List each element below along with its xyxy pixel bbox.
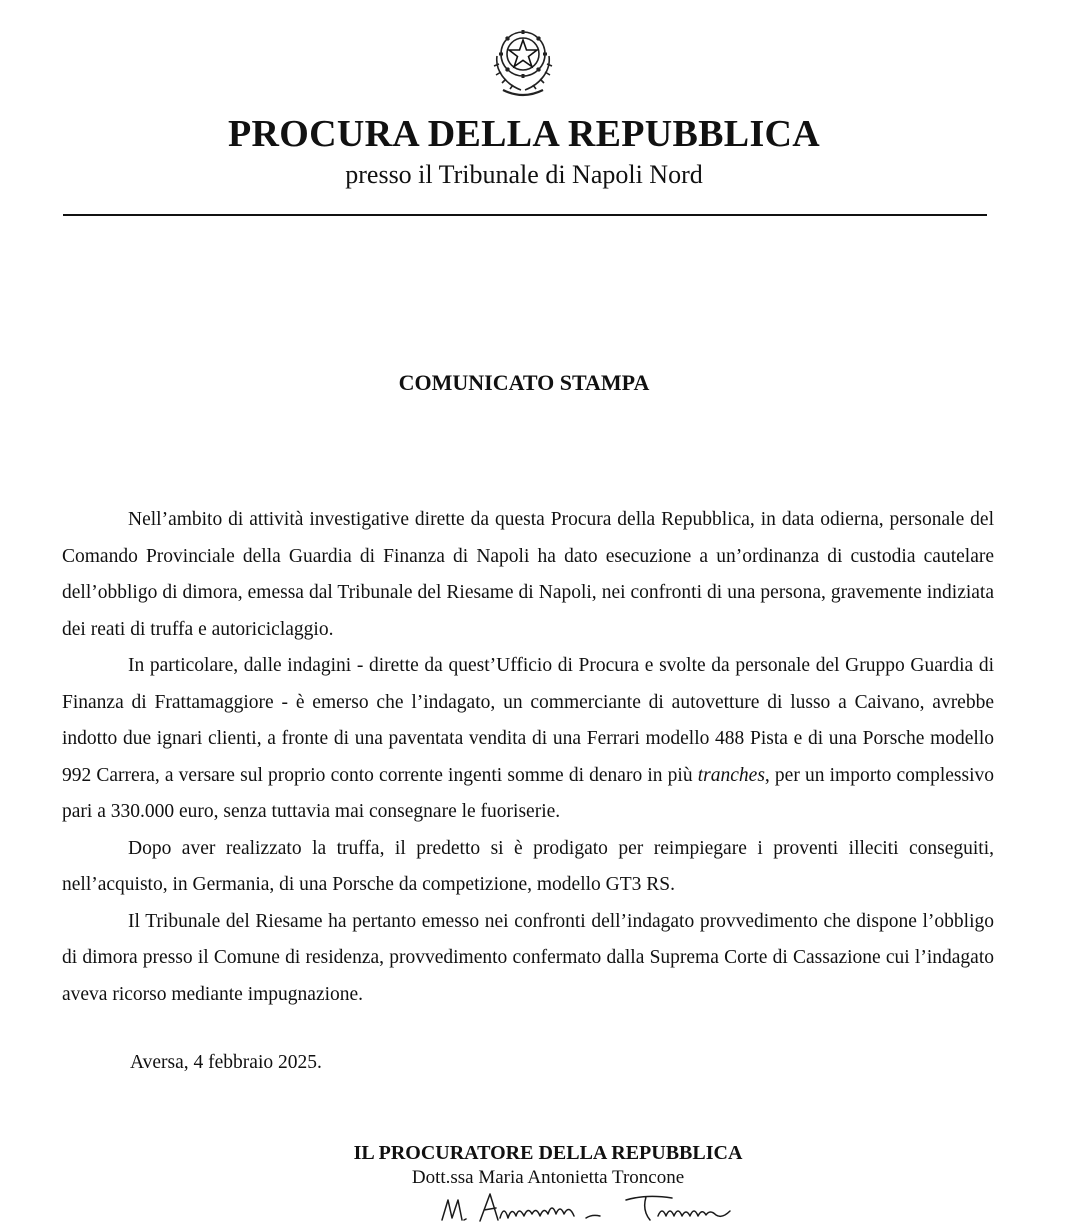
paragraph-2-end: , per un importo complessivo pari a 330.000 euro, senza tuttavia mai consegnare le fuoriserie. [62,764,995,822]
office-subtitle: presso il Tribunale di Napoli Nord [345,160,703,189]
handwritten-signature [436,1188,756,1226]
italian-republic-emblem-icon [487,20,559,100]
document-type-heading: COMUNICATO STAMPA [398,370,650,395]
paragraph-2-text: In particolare, dalle indagini - dirette da quest’Ufficio di Procura e svolte da personale del Gruppo Guardia di Finanza di Frattamaggiore - è emerso che l’indagato, un commerciante di autovetture di lusso a Caivano, avrebbe indotto due ignari clienti, a fronte di una paventata vendita di una Ferrari modello 488 Pista e di una Porsche modello 992 Carrera, a versare sul proprio conto corrente ingenti somme di denaro in più [62,655,994,786]
place-date-line: Aversa, 4 febbraio 2025. [130,1052,322,1073]
office-title: PROCURA DELLA REPUBBLICA [227,113,821,155]
header-divider [63,214,987,216]
paragraph-2 [62,648,994,831]
paragraph-3: Dopo aver realizzato la truffa, il predetto si è prodigato per reimpiegare i proventi illeciti conseguiti, nell’acquisto, in Germania, di una Porsche da competizione, modello GT3 RS. [62,837,994,895]
signature-block [330,1140,766,1190]
paragraph-4: Il Tribunale del Riesame ha pertanto emesso nei confronti dell’indagato provvedimento che dispone l’obbligo di dimora presso il Comune di residenza, provvedimento confermato dalla Suprema Corte di Cassazione cui l’indagato aveva ricorso mediante impugnazione. [62,910,994,1005]
signatory-role: IL PROCURATORE DELLA REPUBBLICA [353,1142,743,1164]
signatory-name: Dott.ssa Maria Antonietta Troncone [411,1167,685,1188]
paragraph-2-italic: tranches [697,764,765,786]
paragraph-1: Nell’ambito di attività investigative dirette da questa Procura della Repubblica, in data odierna, personale del Comando Provinciale della Guardia di Finanza di Napoli ha dato esecuzione a un’ordinanza di custodia cautelare dell’obbligo di dimora, emessa dal Tribunale del Riesame di Napoli, nei confronti di una persona, gravemente indiziata dei reati di truffa e autoriciclaggio. [62,509,994,640]
press-release-body [62,502,994,1013]
